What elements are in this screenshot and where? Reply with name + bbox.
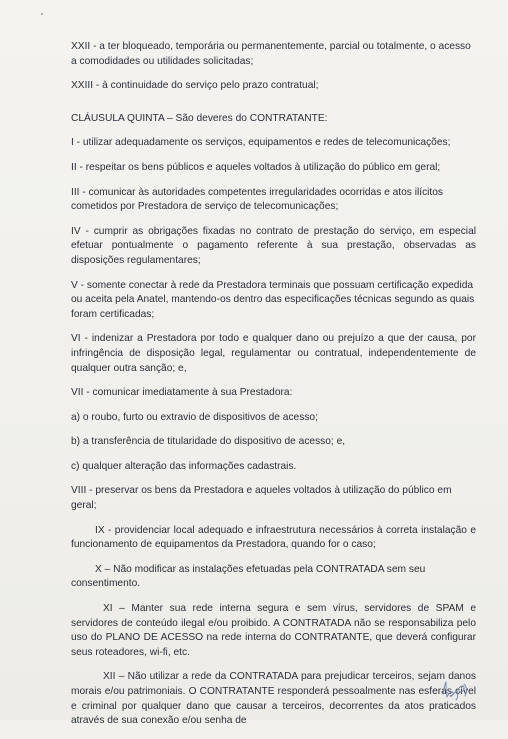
clause-ii: II - respeitar os bens públicos e aqueles voltados à utilização do público em geral; [71, 161, 441, 173]
paper-speck [41, 13, 43, 15]
clause-heading-quinta: CLÁUSULA QUINTA – São deveres do CONTRATANTE: [71, 112, 328, 124]
clause-xxii: XXII - a ter bloqueado, temporária ou permanentemente, parcial ou totalmente, o acesso a comodidades ou utilidades solicitadas; [71, 41, 471, 67]
clause-iv: IV - cumprir as obrigações fixadas no contrato de prestação do serviço, em especial efetuar pontualmente o pagamento referente à sua prestação, observadas as disposições regulamentares; [71, 225, 476, 266]
clause-vii: VII - comunicar imediatamente à sua Prestadora: [71, 387, 293, 399]
clause-vii-c: c) qualquer alteração das informações cadastrais. [71, 460, 297, 472]
clause-vii-b: b) a transferência de titularidade do dispositivo de acesso; e, [71, 436, 346, 448]
clause-vii-a: a) o roubo, furto ou extravio de dispositivos de acesso; [71, 411, 318, 423]
clause-x: X – Não modificar as instalações efetuadas pela CONTRATADA sem seu consentimento. [71, 563, 426, 590]
clause-ix: IX - providenciar local adequado e infraestrutura necessários à correta instalação e funcionamento de equipamentos da Prestadora, quando for o caso; [71, 524, 476, 551]
clause-xii: XII – Não utilizar a rede da CONTRATADA para prejudicar terceiros, sejam danos morais e/ou patrimoniais. O CONTRATANTE responderá pessoalmente nas esferas cível e criminal por qualquer dano que causar a terceiros, decorrentes da atos praticados através de sua conexão e/ou senha de [71, 671, 476, 727]
document-body [71, 40, 476, 739]
handwritten-initials-signature [440, 678, 470, 702]
clause-viii: VIII - preservar os bens da Prestadora e aqueles voltados à utilização do público em geral; [71, 485, 452, 512]
clause-vi: VI - indenizar a Prestadora por todo e qualquer dano ou prejuízo a que der causa, por infringência de disposição legal, regulamentar ou contratual, independentemente de qualquer outra sanção; e, [71, 333, 476, 374]
clause-xxiii: XXIII - à continuidade do serviço pelo prazo contratual; [71, 80, 319, 92]
clause-iii: III - comunicar às autoridades competentes irregularidades ocorridas e atos ilícitos cometidos por Prestadora de serviço de telecomunicações; [71, 186, 444, 213]
clause-xi: XI – Manter sua rede interna segura e sem vírus, servidores de SPAM e servidores de conteúdo ilegal e/ou proibido. A CONTRATADA não se responsabiliza pelo uso do PLANO DE ACESSO na rede interna do CONTRATANTE, que deverá configurar seus roteadores, wi-fi, etc. [71, 603, 476, 658]
clause-v: V - somente conectar à rede da Prestadora terminais que possuam certificação expedida ou aceita pela Anatel, mantendo-os dentro das especificações técnicas segundo as quais foram certificadas; [71, 279, 475, 320]
clause-i: I - utilizar adequadamente os serviços, equipamentos e redes de telecomunicações; [71, 137, 451, 149]
